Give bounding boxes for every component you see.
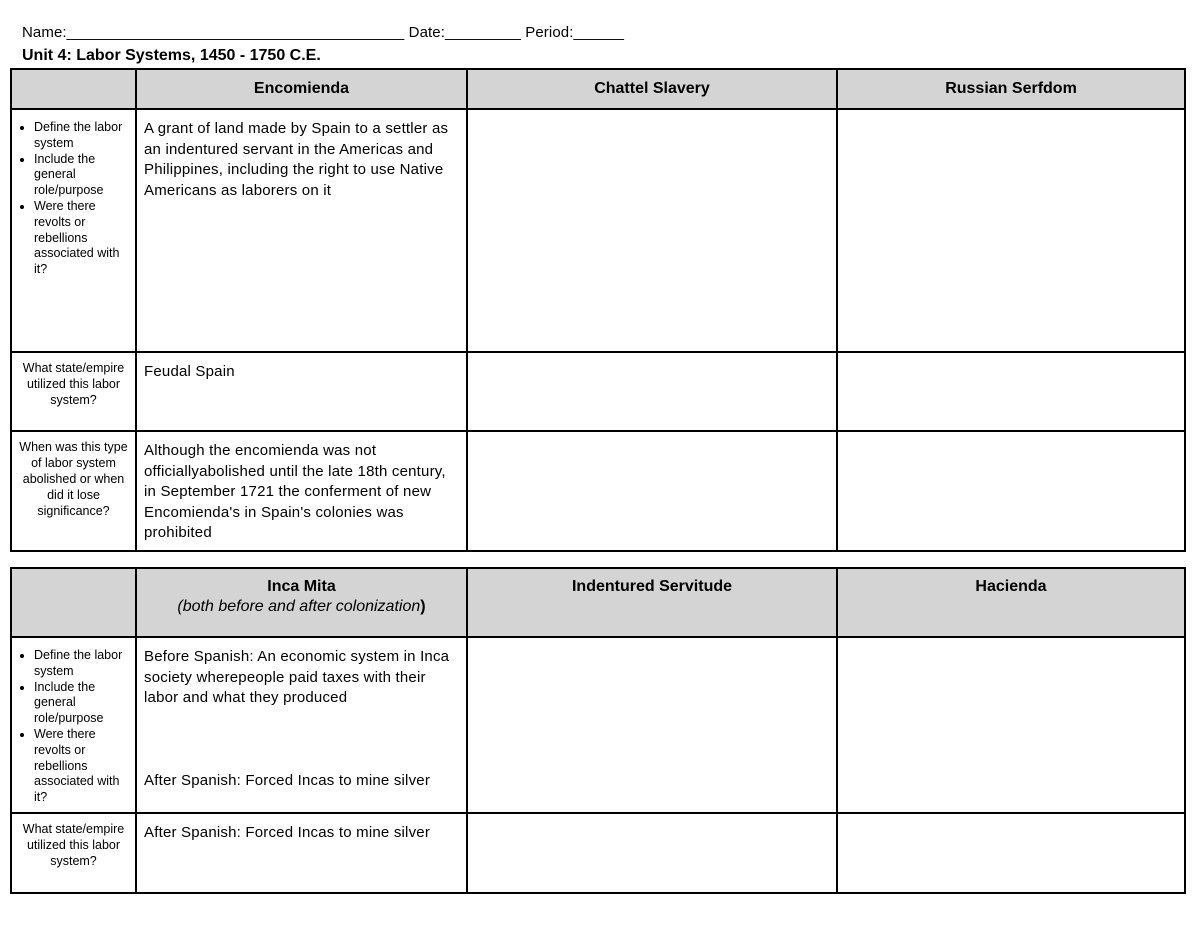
table-row-state [11, 352, 1185, 431]
answer-text: After Spanish: Forced Incas to mine silver [144, 824, 431, 841]
answer-cell-serfdom-abolished[interactable] [837, 431, 1185, 551]
answer-text [838, 110, 1184, 119]
answer-cell-encomienda-define[interactable] [136, 109, 467, 352]
prompt-cell-define [11, 109, 136, 352]
labor-systems-table-2 [10, 567, 1186, 894]
answer-text: Although the encomienda was not officiallyabolished until the late 18th century, in September 1721 the conferment of new Encomienda's in Spain's colonies was prohibited [144, 442, 446, 542]
answer-text [468, 814, 836, 823]
prompt-cell-abolished [11, 431, 136, 551]
answer-before-spanish: Before Spanish: An economic system in Inca society wherepeople paid taxes with their labor and what they produced [144, 648, 450, 707]
prompt-bullet: • Define the labor system [34, 120, 131, 152]
prompt-text: What state/empire utilized this labor system? [22, 361, 125, 407]
prompt-bullet: • Include the general role/purpose [34, 680, 131, 727]
labor-systems-table-1 [10, 68, 1186, 552]
column-header-label: Inca Mita [267, 578, 336, 595]
answer-cell-hacienda-define[interactable] [837, 637, 1185, 813]
prompt-bullet: • Were there revolts or rebellions associated with it? [34, 727, 131, 806]
answer-cell-inca-mita-define[interactable] [136, 637, 467, 813]
column-header-indentured-servitude: Indentured Servitude [467, 568, 837, 637]
header-blank-cell [11, 568, 136, 637]
answer-cell-serfdom-define[interactable] [837, 109, 1185, 352]
answer-text [838, 432, 1184, 441]
unit-title: Unit 4: Labor Systems, 1450 - 1750 C.E. [22, 47, 321, 64]
answer-cell-indentured-state[interactable] [467, 813, 837, 893]
answer-text [468, 110, 836, 119]
column-header-subtitle [137, 598, 466, 616]
prompt-text: When was this type of labor system abolished or when did it lose significance? [19, 440, 128, 518]
table-header-row [11, 568, 1185, 637]
prompt-cell-state [11, 813, 136, 893]
column-header-encomienda: Encomienda [136, 69, 467, 109]
answer-text [468, 353, 836, 362]
column-header-hacienda: Hacienda [837, 568, 1185, 637]
prompt-bullet: • Include the general role/purpose [34, 152, 131, 199]
prompt-text: What state/empire utilized this labor system? [22, 822, 125, 868]
subtitle-text: (both before and after colonization [177, 598, 421, 615]
answer-text [838, 814, 1184, 823]
answer-cell-inca-mita-state[interactable] [136, 813, 467, 893]
answer-cell-indentured-define[interactable] [467, 637, 837, 813]
table-header-row [11, 69, 1185, 109]
prompt-bullet: • Define the labor system [34, 648, 131, 680]
table-row-define [11, 109, 1185, 352]
prompt-cell-state [11, 352, 136, 431]
answer-text: Feudal Spain [144, 363, 235, 380]
answer-cell-encomienda-state[interactable] [136, 352, 467, 431]
answer-text [137, 638, 466, 791]
answer-cell-chattel-abolished[interactable] [467, 431, 837, 551]
answer-cell-chattel-define[interactable] [467, 109, 837, 352]
answer-cell-hacienda-state[interactable] [837, 813, 1185, 893]
answer-text [468, 432, 836, 441]
name-date-period-line: Name:________________________________________ Date:_________ Period:______ [22, 24, 625, 41]
answer-text [838, 353, 1184, 362]
table-row-state [11, 813, 1185, 893]
prompt-bullet: • Were there revolts or rebellions associated with it? [34, 199, 131, 278]
column-header-russian-serfdom: Russian Serfdom [837, 69, 1185, 109]
header-blank-cell [11, 69, 136, 109]
subtitle-close-paren: ) [420, 598, 426, 615]
table-row-abolished [11, 431, 1185, 551]
table-row-define [11, 637, 1185, 813]
column-header-inca-mita [136, 568, 467, 637]
prompt-cell-define [11, 637, 136, 813]
column-header-chattel-slavery: Chattel Slavery [467, 69, 837, 109]
answer-cell-serfdom-state[interactable] [837, 352, 1185, 431]
answer-text: A grant of land made by Spain to a settler as an indentured servant in the Americas and Philippines, including the right to use Native Americans as laborers on it [144, 120, 449, 199]
answer-cell-chattel-state[interactable] [467, 352, 837, 431]
answer-cell-encomienda-abolished[interactable] [136, 431, 467, 551]
answer-after-spanish: After Spanish: Forced Incas to mine silver [144, 771, 431, 789]
